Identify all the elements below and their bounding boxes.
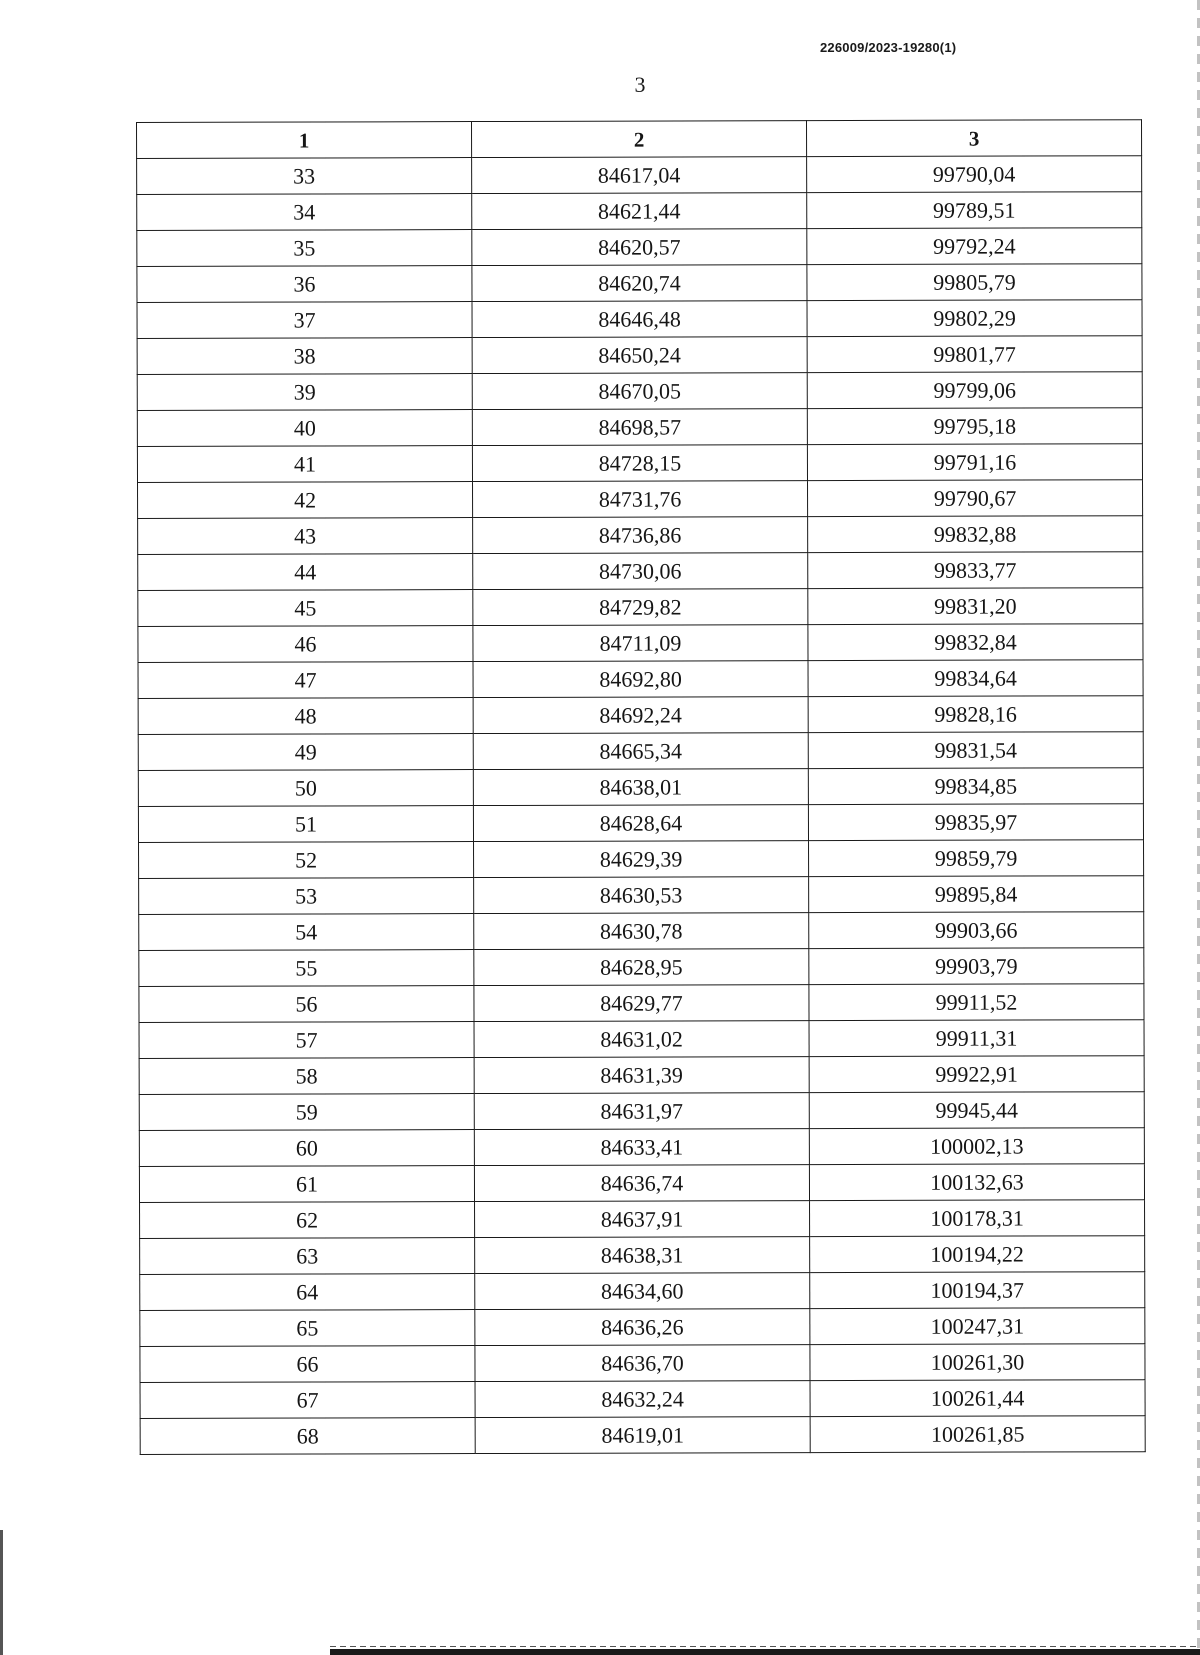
table-row [138, 552, 1143, 591]
point-number-cell: 43 [138, 518, 473, 555]
point-number-cell: 38 [137, 338, 472, 375]
y-coordinate-cell: 99790,67 [808, 480, 1143, 517]
scan-left-edge [0, 1530, 3, 1655]
y-coordinate-cell: 99834,64 [808, 660, 1143, 697]
table-row [137, 372, 1142, 411]
column-header-1: 1 [137, 122, 472, 159]
y-coordinate-cell: 99859,79 [809, 840, 1144, 877]
y-coordinate-cell: 100194,37 [810, 1272, 1145, 1309]
table-row [140, 1344, 1145, 1383]
x-coordinate-cell: 84728,15 [472, 445, 807, 482]
y-coordinate-cell: 100247,31 [810, 1308, 1145, 1345]
x-coordinate-cell: 84631,02 [474, 1021, 809, 1058]
table-row [139, 1020, 1144, 1059]
point-number-cell: 62 [140, 1202, 475, 1239]
y-coordinate-cell: 100194,22 [810, 1236, 1145, 1273]
table-row [138, 516, 1143, 555]
x-coordinate-cell: 84619,01 [475, 1417, 810, 1454]
x-coordinate-cell: 84638,01 [473, 769, 808, 806]
x-coordinate-cell: 84711,09 [473, 625, 808, 662]
point-number-cell: 67 [140, 1382, 475, 1419]
point-number-cell: 59 [139, 1094, 474, 1131]
point-number-cell: 47 [138, 662, 473, 699]
x-coordinate-cell: 84736,86 [473, 517, 808, 554]
scan-bottom-bar [330, 1649, 1200, 1655]
column-header-3: 3 [806, 120, 1141, 157]
table-row [137, 228, 1142, 267]
table-row [138, 804, 1143, 843]
point-number-cell: 35 [137, 230, 472, 267]
table-row [139, 912, 1144, 951]
y-coordinate-cell: 100002,13 [809, 1128, 1144, 1165]
column-header-2: 2 [472, 121, 807, 158]
y-coordinate-cell: 99832,84 [808, 624, 1143, 661]
y-coordinate-cell: 99831,20 [808, 588, 1143, 625]
y-coordinate-cell: 99832,88 [808, 516, 1143, 553]
y-coordinate-cell: 100261,44 [810, 1380, 1145, 1417]
table-row [139, 876, 1144, 915]
x-coordinate-cell: 84729,82 [473, 589, 808, 626]
x-coordinate-cell: 84692,24 [473, 697, 808, 734]
point-number-cell: 36 [137, 266, 472, 303]
y-coordinate-cell: 99831,54 [808, 732, 1143, 769]
y-coordinate-cell: 100178,31 [810, 1200, 1145, 1237]
point-number-cell: 58 [139, 1058, 474, 1095]
table-row [137, 300, 1142, 339]
point-number-cell: 64 [140, 1274, 475, 1311]
x-coordinate-cell: 84620,57 [472, 229, 807, 266]
x-coordinate-cell: 84630,78 [474, 913, 809, 950]
point-number-cell: 52 [139, 842, 474, 879]
table-row [140, 1308, 1145, 1347]
y-coordinate-cell: 99834,85 [808, 768, 1143, 805]
table-row [137, 408, 1142, 447]
point-number-cell: 39 [137, 374, 472, 411]
coordinates-table-wrapper [136, 119, 1146, 1455]
point-number-cell: 60 [139, 1130, 474, 1167]
y-coordinate-cell: 99835,97 [808, 804, 1143, 841]
point-number-cell: 53 [139, 878, 474, 915]
x-coordinate-cell: 84698,57 [472, 409, 807, 446]
table-row [137, 444, 1142, 483]
y-coordinate-cell: 99945,44 [809, 1092, 1144, 1129]
table-row [139, 948, 1144, 987]
table-row [139, 984, 1144, 1023]
table-row [138, 660, 1143, 699]
table-row [140, 1272, 1145, 1311]
coordinates-table [136, 119, 1146, 1455]
x-coordinate-cell: 84665,34 [473, 733, 808, 770]
table-row [140, 1200, 1145, 1239]
y-coordinate-cell: 99903,79 [809, 948, 1144, 985]
point-number-cell: 51 [138, 806, 473, 843]
table-row [137, 156, 1142, 195]
y-coordinate-cell: 99792,24 [807, 228, 1142, 265]
table-row [138, 696, 1143, 735]
x-coordinate-cell: 84730,06 [473, 553, 808, 590]
table-row [140, 1416, 1145, 1455]
point-number-cell: 48 [138, 698, 473, 735]
y-coordinate-cell: 100261,85 [810, 1416, 1145, 1453]
page-number: 3 [634, 72, 646, 97]
y-coordinate-cell: 99911,52 [809, 984, 1144, 1021]
table-header-row [137, 120, 1142, 159]
x-coordinate-cell: 84628,95 [474, 949, 809, 986]
x-coordinate-cell: 84631,97 [474, 1093, 809, 1130]
x-coordinate-cell: 84636,26 [475, 1309, 810, 1346]
x-coordinate-cell: 84621,44 [472, 193, 807, 230]
x-coordinate-cell: 84637,91 [475, 1201, 810, 1238]
x-coordinate-cell: 84631,39 [474, 1057, 809, 1094]
table-row [139, 1056, 1144, 1095]
x-coordinate-cell: 84638,31 [475, 1237, 810, 1274]
table-row [139, 1128, 1144, 1167]
x-coordinate-cell: 84692,80 [473, 661, 808, 698]
table-row [137, 264, 1142, 303]
x-coordinate-cell: 84620,74 [472, 265, 807, 302]
table-row [140, 1380, 1145, 1419]
x-coordinate-cell: 84629,77 [474, 985, 809, 1022]
y-coordinate-cell: 99922,91 [809, 1056, 1144, 1093]
point-number-cell: 61 [139, 1166, 474, 1203]
table-row [137, 336, 1142, 375]
y-coordinate-cell: 99833,77 [808, 552, 1143, 589]
y-coordinate-cell: 99801,77 [807, 336, 1142, 373]
y-coordinate-cell: 99795,18 [807, 408, 1142, 445]
y-coordinate-cell: 99828,16 [808, 696, 1143, 733]
x-coordinate-cell: 84630,53 [474, 877, 809, 914]
table-row [139, 1092, 1144, 1131]
point-number-cell: 50 [138, 770, 473, 807]
x-coordinate-cell: 84636,74 [474, 1165, 809, 1202]
point-number-cell: 37 [137, 302, 472, 339]
document-id: 226009/2023-19280(1) [820, 40, 957, 55]
scan-bottom-dashes [330, 1646, 1200, 1647]
x-coordinate-cell: 84731,76 [473, 481, 808, 518]
point-number-cell: 45 [138, 590, 473, 627]
y-coordinate-cell: 99903,66 [809, 912, 1144, 949]
table-row [137, 192, 1142, 231]
table-row [138, 732, 1143, 771]
x-coordinate-cell: 84633,41 [474, 1129, 809, 1166]
point-number-cell: 33 [137, 158, 472, 195]
point-number-cell: 65 [140, 1310, 475, 1347]
point-number-cell: 56 [139, 986, 474, 1023]
point-number-cell: 63 [140, 1238, 475, 1275]
point-number-cell: 54 [139, 914, 474, 951]
y-coordinate-cell: 99895,84 [809, 876, 1144, 913]
table-row [139, 1164, 1144, 1203]
table-row [140, 1236, 1145, 1275]
point-number-cell: 40 [137, 410, 472, 447]
y-coordinate-cell: 99790,04 [807, 156, 1142, 193]
point-number-cell: 57 [139, 1022, 474, 1059]
y-coordinate-cell: 99791,16 [807, 444, 1142, 481]
table-row [138, 480, 1143, 519]
y-coordinate-cell: 100132,63 [809, 1164, 1144, 1201]
point-number-cell: 68 [140, 1418, 475, 1455]
point-number-cell: 46 [138, 626, 473, 663]
x-coordinate-cell: 84646,48 [472, 301, 807, 338]
point-number-cell: 44 [138, 554, 473, 591]
x-coordinate-cell: 84632,24 [475, 1381, 810, 1418]
table-row [138, 588, 1143, 627]
y-coordinate-cell: 99911,31 [809, 1020, 1144, 1057]
table-body [137, 156, 1146, 1455]
y-coordinate-cell: 99805,79 [807, 264, 1142, 301]
x-coordinate-cell: 84650,24 [472, 337, 807, 374]
y-coordinate-cell: 99802,29 [807, 300, 1142, 337]
x-coordinate-cell: 84636,70 [475, 1345, 810, 1382]
x-coordinate-cell: 84670,05 [472, 373, 807, 410]
point-number-cell: 42 [138, 482, 473, 519]
table-row [138, 768, 1143, 807]
x-coordinate-cell: 84634,60 [475, 1273, 810, 1310]
y-coordinate-cell: 99789,51 [807, 192, 1142, 229]
table-row [139, 840, 1144, 879]
point-number-cell: 34 [137, 194, 472, 231]
point-number-cell: 49 [138, 734, 473, 771]
point-number-cell: 66 [140, 1346, 475, 1383]
x-coordinate-cell: 84628,64 [473, 805, 808, 842]
x-coordinate-cell: 84617,04 [472, 157, 807, 194]
y-coordinate-cell: 99799,06 [807, 372, 1142, 409]
table-row [138, 624, 1143, 663]
y-coordinate-cell: 100261,30 [810, 1344, 1145, 1381]
point-number-cell: 55 [139, 950, 474, 987]
point-number-cell: 41 [137, 446, 472, 483]
x-coordinate-cell: 84629,39 [474, 841, 809, 878]
